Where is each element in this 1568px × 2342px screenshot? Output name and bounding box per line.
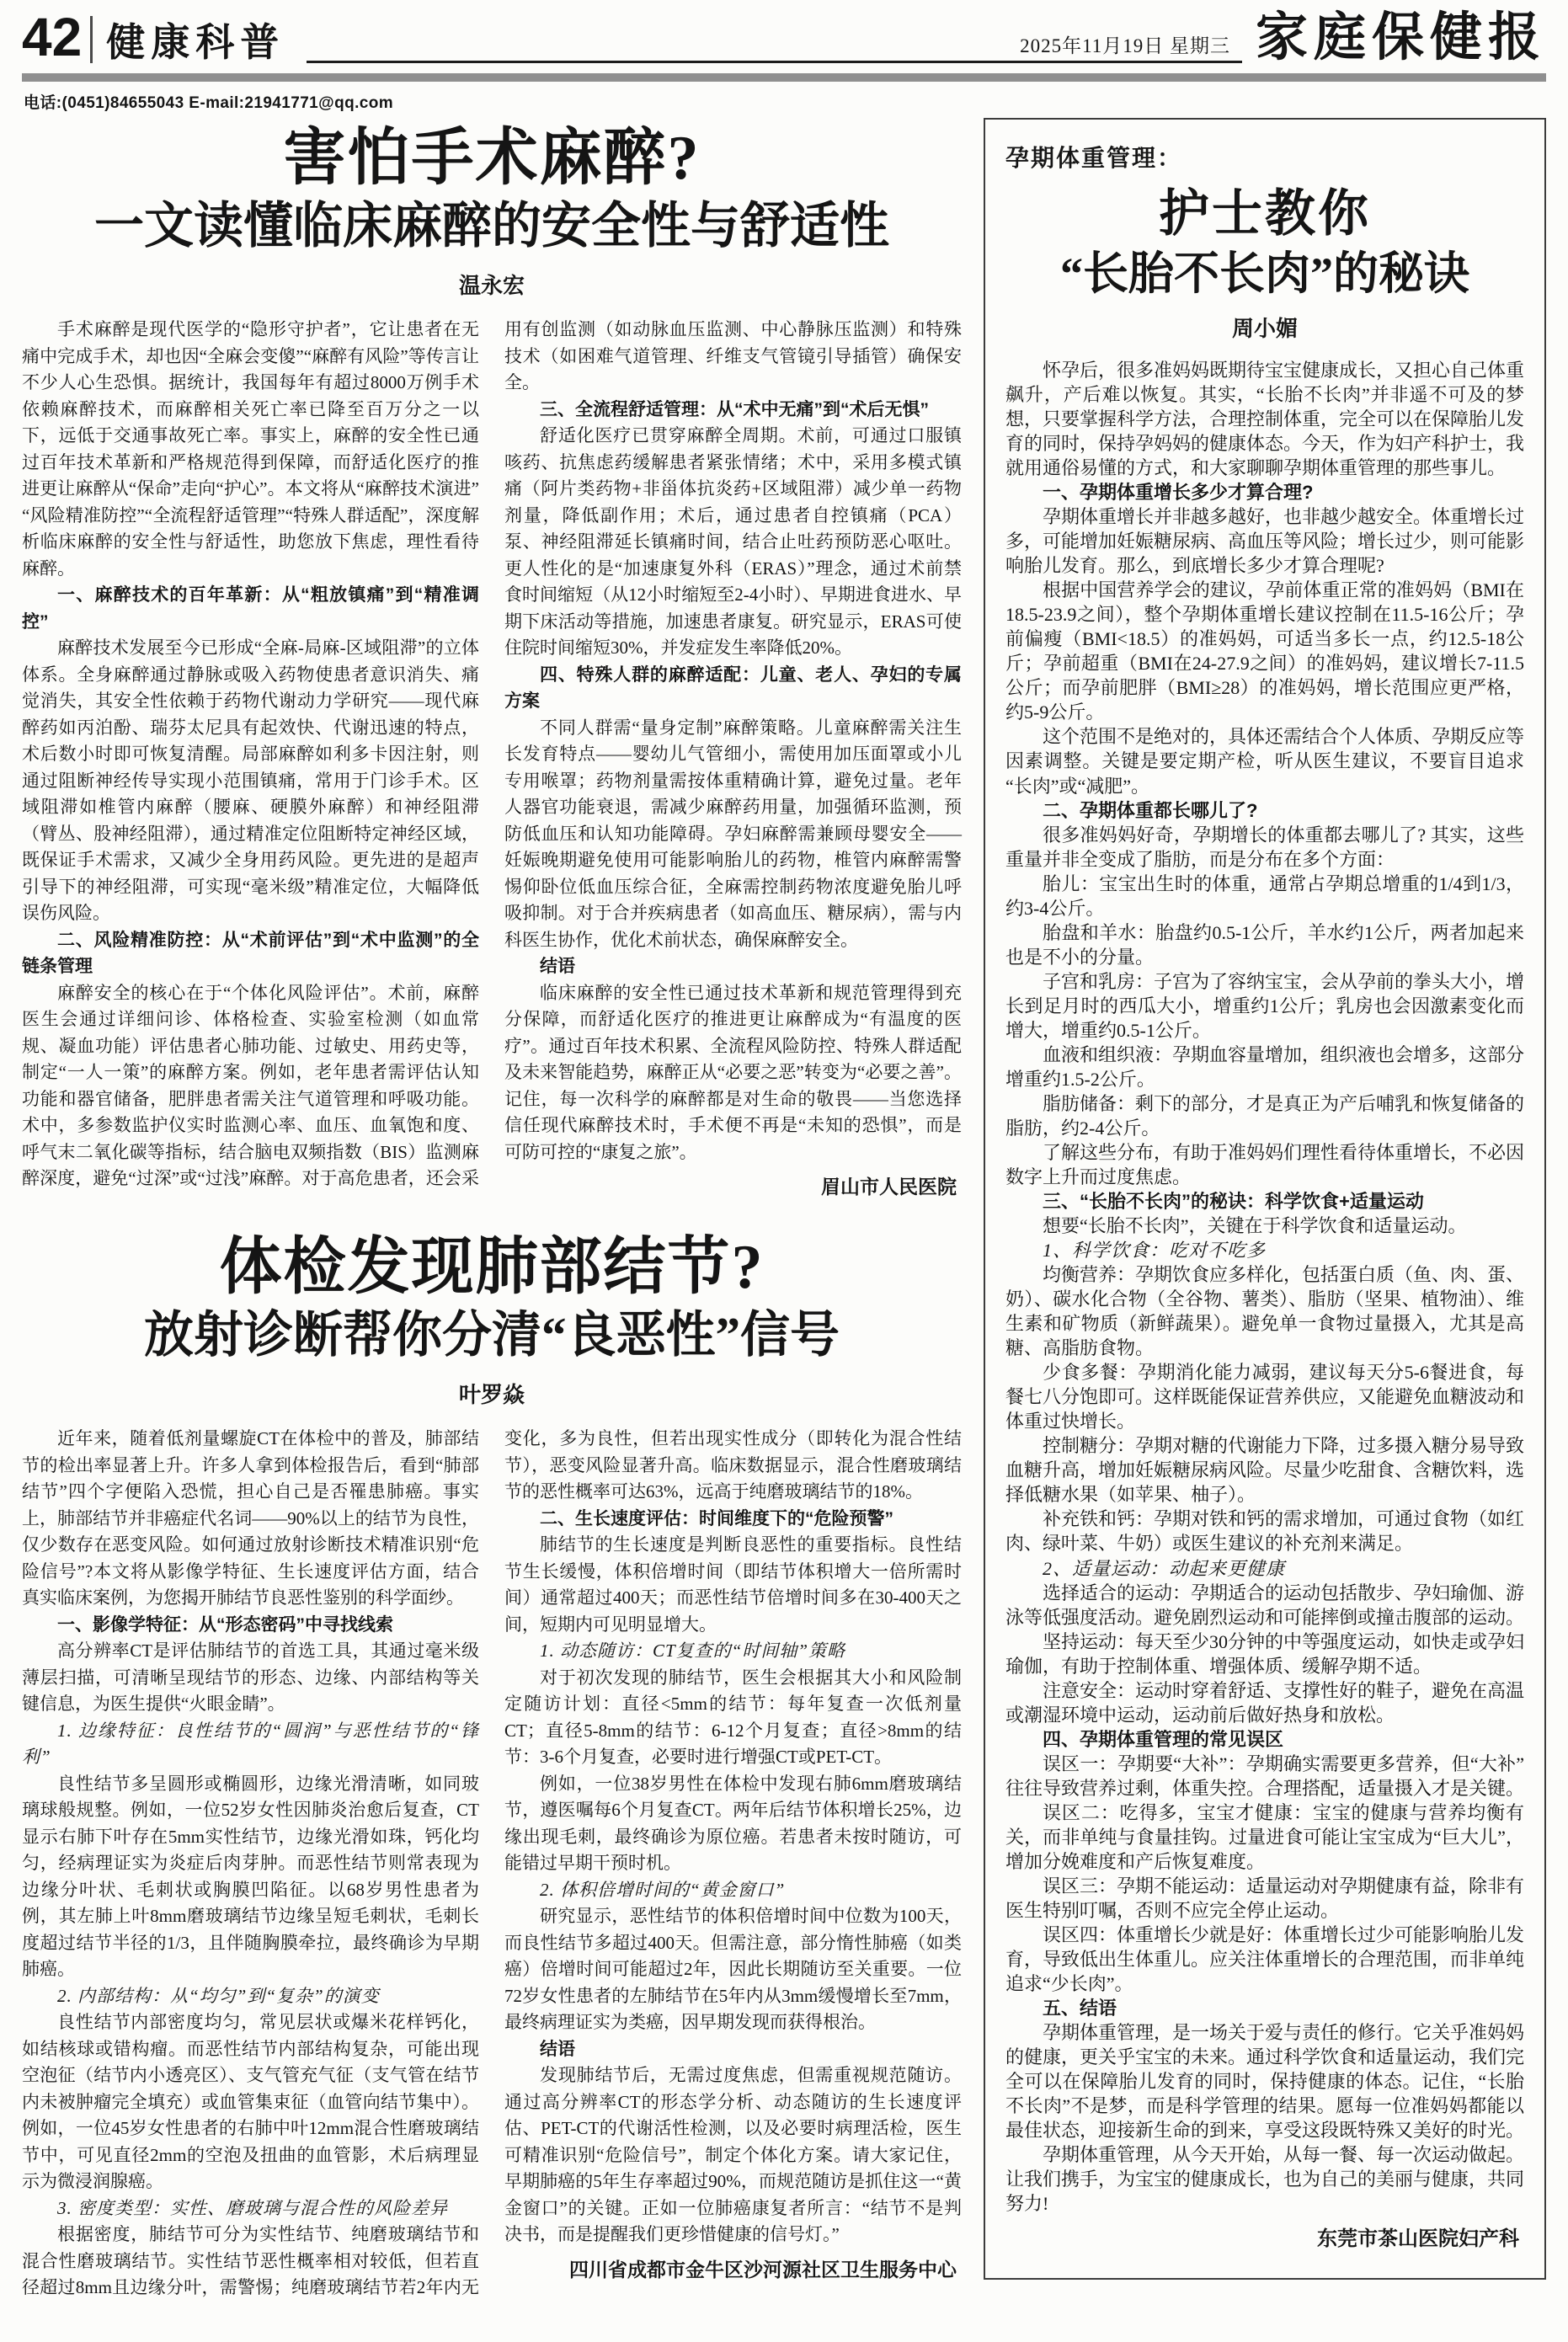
section-heading: 四、特殊人群的麻醉适配：儿童、老人、孕妇的专属方案: [504, 664, 962, 712]
section-heading: 结语: [540, 2039, 575, 2059]
paragraph: 良性结节内部密度均匀，常见层状或爆米花样钙化，如结核球或错构瘤。而恶性结节内部结构复杂，可能出现空泡征（结节内小透亮区）、支气管充气征（支气管在结节内未被肿瘤完全填充）或血管集束征（血管向结节集中）。例如，一位45岁女性患者的右肺中叶12mm混合性磨玻璃结节中，可见直径2mm的空泡及扭曲的血管影，术后病理显示为微浸润腺癌。: [22, 2012, 479, 2192]
paragraph: 麻醉技术发展至今已形成“全麻-局麻-区域阻滞”的立体体系。全身麻醉通过静脉或吸入药物使患者意识消失、痛觉消失，其安全性依赖于药物代谢动力学研究——现代麻醉药如丙泊酚、瑞芬太尼具有起效快、代谢迅速的特点，术后数小时即可恢复清醒。局部麻醉如利多卡因注射，则通过阻断神经传导实现小范围镇痛，常用于门诊手术。区域阻滞如椎管内麻醉（腰麻、硬膜外麻醉）和神经阻滞（臂丛、股神经阻滞），通过精准定位阻断特定神经区域，既保证手术需求，又减少全身用药风险。更先进的是超声引导下的神经阻滞，可实现“毫米级”精准定位，大幅降低误伤风险。: [22, 638, 479, 924]
sub-heading: 2、适量运动：动起来更健康: [1043, 1557, 1286, 1579]
paragraph: 手术麻醉是现代医学的“隐形守护者”，它让患者在无痛中完成手术，却也因“全麻会变傻”“麻醉有风险”等传言让不少人心生恐惧。据统计，我国每年有超过8000万例手术依赖麻醉技术，而麻醉相关死亡率已降至百万分之一以下，远低于交通事故死亡率。事实上，麻醉的安全性已通过百年技术革新和严格规范得到保障，而舒适化医疗的推进更让麻醉从“保命”走向“护心”。本文将从“麻醉技术演进”“风险精准防控”“全流程舒适管理”“特殊人群适配”，深度解析临床麻醉的安全性与舒适性，助您放下焦虑，理性看待麻醉。: [22, 319, 479, 579]
article-author: 叶罗焱: [458, 1383, 525, 1408]
paragraph: 脂肪储备：剩下的部分，才是真正为产后哺乳和恢复储备的脂肪，约2-4公斤。: [1005, 1092, 1525, 1139]
sub-heading: 2. 内部结构：从“均匀”到“复杂”的演变: [57, 1985, 380, 2006]
paragraph: 均衡营养：孕期饮食应多样化，包括蛋白质（鱼、肉、蛋、奶）、碳水化合物（全谷物、薯类）、脂肪（坚果、植物油）、维生素和矿物质（新鲜蔬果）。避免单一食物过量摄入，尤其是高糖、高脂肪食物。: [1005, 1264, 1525, 1359]
article-body: [22, 317, 962, 1202]
paragraph: 孕期体重增长并非越多越好，也非越少越安全。体重增长过多，可能增加妊娠糖尿病、高血压等风险；增长过少，则可能影响胎儿发育。那么，到底增长多少才算合理呢?: [1005, 506, 1525, 577]
section-heading: 五、结语: [1043, 1998, 1117, 2019]
edition-date: 2025年11月19日 星期三: [1020, 35, 1230, 56]
article-title-line2: 放射诊断帮你分清“良恶性”信号: [143, 1306, 840, 1363]
paragraph: 麻醉安全的核心在于“个体化风险评估”。术前，麻醉医生会通过详细问诊、体格检查、实验室检测（如血常规、凝血功能）评估患者心肺功能、过敏史、用药史等，制定“一人一策”的麻醉方案。例如，老年患者需评估认知功能和器官储备，肥胖患者需关注气道管理和呼吸功能。术中，多参数监护仪实时监测心率、血压、血氧饱和度、呼气末二氧化碳等指标，结合脑电双频指数（BIS）监测麻醉深度，避免“过深”或“过浅”麻醉。对于高危患者，还会采用有创监测（如动脉血压监测、中心静脉压监测）和特殊技术（如困难气道管理、纤维支气管镜引导插管）确保安全。: [22, 319, 962, 1189]
paragraph: 临床麻醉的安全性已通过技术革新和规范管理得到充分保障，而舒适化医疗的推进更让麻醉成为“有温度的医疗”。通过百年技术积累、全流程风险防控、特殊人群适配及未来智能趋势，麻醉正从“必要之恶”转变为“必要之善”。记住，每一次科学的麻醉都是对生命的敬畏——当您选择信任现代麻醉技术时，手术便不再是“未知的恐惧”，而是可防可控的“康复之旅”。: [504, 982, 962, 1162]
paragraph: 根据中国营养学会的建议，孕前体重正常的准妈妈（BMI在18.5-23.9之间），整个孕期体重增长建议控制在11.5-16公斤；孕前偏瘦（BMI<18.5）的准妈妈，可适当多长一点，约12.5-18公斤；孕前超重（BMI在24-27.9之间）的准妈妈，建议增长7-11.5公斤；而孕前肥胖（BMI≥28）的准妈妈，增长范围应更严格，约5-9公斤。: [1005, 579, 1524, 723]
paragraph: 很多准妈妈好奇，孕期增长的体重都去哪儿了? 其实，这些重量并非全变成了脂肪，而是分布在多个方面：: [1005, 824, 1524, 870]
paragraph: 良性结节多呈圆形或椭圆形，边缘光滑清晰，如同玻璃球般规整。例如，一位52岁女性因肺炎治愈后复查，CT显示右肺下叶存在5mm实性结节，边缘光滑如珠，钙化均匀，经病理证实为炎症后肉芽肿。而恶性结节则常表现为边缘分叶状、毛刺状或胸膜凹陷征。以68岁男性患者为例，其左肺上叶8mm磨玻璃结节边缘呈短毛刺状，毛刺长度超过结节半径的1/3，且伴随胸膜牵拉，最终确诊为早期肺癌。: [22, 1773, 479, 1980]
section-heading: 三、全流程舒适管理：从“术中无痛”到“术后无惧”: [540, 399, 929, 419]
sub-heading: 2. 体积倍增时间的“黄金窗口”: [540, 1879, 786, 1900]
paragraph: 发现肺结节后，无需过度焦虑，但需重视规范随访。通过高分辨率CT的形态学分析、动态随访的生长速度评估、PET-CT的代谢活性检测，以及必要时病理活检，医生可精准识别“危险信号”，制定个体化方案。请大家记住，早期肺癌的5年生存率超过90%，而规范随访是抓住这一“黄金窗口”的关键。正如一位肺癌康复者所言：“结节不是判决书，而是提醒我们更珍惜健康的信号灯。”: [504, 2065, 962, 2245]
article-body: [22, 1426, 962, 2302]
section-title: 健康科普: [106, 20, 285, 64]
paragraph: 误区三：孕期不能运动：适量运动对孕期健康有益，除非有医生特别叮嘱，否则不应完全停止运动。: [1005, 1875, 1525, 1921]
section-heading: 一、孕期体重增长多少才算合理?: [1043, 482, 1314, 504]
article-title-line1: 体检发现肺部结节?: [219, 1232, 765, 1302]
masthead-row: [22, 7, 1546, 67]
article-anesthesia: [22, 123, 962, 1202]
page-number: 42: [22, 7, 83, 67]
signature-line: 东莞市茶山医院妇产科: [1317, 2227, 1519, 2251]
paragraph: 子宫和乳房：子宫为了容纳宝宝，会从孕前的拳头大小，增长到足月时的西瓜大小，增重约1公斤；乳房也会因激素变化而增大，增重约0.5-1公斤。: [1005, 970, 1525, 1041]
header-rule: [307, 30, 1242, 63]
section-heading: 二、生长速度评估：时间维度下的“危险预警”: [540, 1508, 893, 1528]
header-divider: [90, 16, 93, 63]
article-kicker: 孕期体重管理：: [1005, 145, 1183, 172]
section-heading: 四、孕期体重管理的常见误区: [1043, 1728, 1284, 1750]
paragraph: 误区四：体重增长少就是好：体重增长过少可能影响胎儿发育，导致低出生体重儿。应关注体重增长的合理范围，而非单纯追求“少长肉”。: [1005, 1923, 1525, 1995]
paragraph: 补充铁和钙：孕期对铁和钙的需求增加，可通过食物（如红肉、绿叶菜、牛奶）或医生建议的补充剂来满足。: [1005, 1508, 1525, 1555]
signature-line: 四川省成都市金牛区沙河源社区卫生服务中心: [569, 2258, 957, 2281]
section-heading: 一、麻醉技术的百年革新：从“粗放镇痛”到“精准调控”: [22, 585, 479, 632]
section-heading: 结语: [540, 957, 575, 977]
paragraph: 想要“长胎不长肉”，关键在于科学饮食和适量运动。: [1043, 1215, 1467, 1237]
paragraph: 肺结节的生长速度是判断良恶性的重要指标。良性结节生长缓慢，体积倍增时间（即结节体积增大一倍所需时间）通常超过400天；而恶性结节倍增时间多在30-400天之间，短期内可见明显增大。: [504, 1534, 962, 1635]
paragraph: 对于初次发现的肺结节，医生会根据其大小和风险制定随访计划：直径<5mm的结节：每年复查一次低剂量CT；直径5-8mm的结节：6-12个月复查；直径>8mm的结节：3-6个月复查，必要时进行增强CT或PET-CT。: [504, 1667, 962, 1768]
paragraph: 选择适合的运动：孕期适合的运动包括散步、孕妇瑜伽、游泳等低强度活动。避免剧烈运动和可能摔倒或撞击腹部的运动。: [1005, 1582, 1525, 1628]
section-heading: 三、“长胎不长肉”的秘诀：科学饮食+适量运动: [1043, 1191, 1424, 1213]
paragraph: 胎盘和羊水：胎盘约0.5-1公斤，羊水约1公斤，两者加起来也是不小的分量。: [1005, 921, 1524, 968]
paragraph: 近年来，随着低剂量螺旋CT在体检中的普及，肺部结节的检出率显著上升。许多人拿到体检报告后，看到“肺部结节”四个字便陷入恐慌，担心自己是否罹患肺癌。事实上，肺部结节并非癌症代名词——90%以上的结节为良性，仅少数存在恶变风险。如何通过放射诊断技术精准识别“危险信号”?本文将从影像学特征、生长速度评估方面，结合真实临床案例，为您揭开肺结节良恶性鉴别的科学面纱。: [22, 1428, 479, 1608]
section-heading: 一、影像学特征：从“形态密码”中寻找线索: [57, 1614, 393, 1635]
article-title-line1: 护士教你: [1159, 185, 1371, 242]
paragraph: 怀孕后，很多准妈妈既期待宝宝健康成长，又担心自己体重飙升，产后难以恢复。其实，“长胎不长肉”并非遥不可及的梦想，只要掌握科学方法，合理控制体重，完全可以在保障胎儿发育的同时，保持孕妈妈的健康体态。今天，作为妇产科护士，我就用通俗易懂的方式，和大家聊聊孕期体重管理的那些事儿。: [1005, 359, 1525, 479]
paragraph: 血液和组织液：孕期血容量增加，组织液也会增多，这部分增重约1.5-2公斤。: [1005, 1043, 1525, 1090]
sub-heading: 1、科学饮食：吃对不吃多: [1043, 1240, 1267, 1262]
left-region: [22, 118, 962, 2302]
article-author: 周小媚: [1231, 316, 1298, 341]
article-pregnancy-weight: [984, 118, 1546, 2280]
paragraph: 舒适化医疗已贯穿麻醉全周期。术前，可通过口服镇咳药、抗焦虑药缓解患者紧张情绪；术中，采用多模式镇痛（阿片类药物+非甾体抗炎药+区域阻滞）减少单一药物剂量，降低副作用；术后，通过患者自控镇痛（PCA）泵、神经阻滞延长镇痛时间，结合止吐药预防恶心呕吐。更人性化的是“加速康复外科（ERAS）”理念，通过术前禁食时间缩短（从12小时缩短至2-4小时）、早期进食进水、早期下床活动等措施，加速患者康复。研究显示，ERAS可使住院时间缩短30%，并发症发生率降低20%。: [504, 425, 962, 659]
paragraph: 误区一：孕期要“大补”：孕期确实需要更多营养，但“大补”往往导致营养过剩，体重失控。合理搭配，适量摄入才是关键。: [1005, 1752, 1525, 1799]
article-lung-nodule: [22, 1232, 962, 2302]
page-header: [22, 7, 1546, 113]
paragraph: 例如，一位38岁男性在体检中发现右肺6mm磨玻璃结节，遵医嘱每6个月复查CT。两年后结节体积增长25%，边缘出现毛刺，最终确诊为原位癌。若患者未按时随访，可能错过早期干预时机。: [504, 1773, 962, 1874]
page-body: [22, 118, 1546, 2302]
paragraph: 孕期体重管理，从今天开始，从每一餐、每一次运动做起。让我们携手，为宝宝的健康成长，也为自己的美丽与健康，共同努力!: [1005, 2144, 1525, 2215]
paragraph: 坚持运动：每天至少30分钟的中等强度运动，如快走或孕妇瑜伽，有助于控制体重、增强体质、缓解孕期不适。: [1005, 1630, 1525, 1677]
signature-line: 眉山市人民医院: [821, 1176, 957, 1198]
section-heading: 二、孕期体重都长哪儿了?: [1043, 799, 1258, 821]
article-title-line1: 害怕手术麻醉?: [283, 123, 701, 193]
paragraph: 不同人群需“量身定制”麻醉策略。儿童麻醉需关注生长发育特点——婴幼儿气管细小，需使用加压面罩或小儿专用喉罩；药物剂量需按体重精确计算，避免过量。老年人器官功能衰退，需减少麻醉药用量，加强循环监测，预防低血压和认知功能障碍。孕妇麻醉需兼顾母婴安全——妊娠晚期避免使用可能影响胎儿的药物，椎管内麻醉需警惕仰卧位低血压综合征，全麻需控制药物浓度避免胎儿呼吸抑制。对于合并疾病患者（如高血压、糖尿病），需与内科医生协作，优化术前状态，确保麻醉安全。: [504, 717, 962, 950]
paragraph: 这个范围不是绝对的，具体还需结合个人体质、孕期反应等因素调整。关键是要定期产检，听从医生建议，不要盲目追求“长肉”或“减肥”。: [1005, 726, 1525, 797]
article-title-line2: “长胎不长肉”的秘诀: [1060, 248, 1469, 299]
sub-heading: 1. 动态随访：CT复查的“时间轴”策略: [540, 1640, 846, 1662]
article-body: [1005, 358, 1524, 2253]
paragraph: 控制糖分：孕期对糖的代谢能力下降，过多摄入糖分易导致血糖升高，增加妊娠糖尿病风险。尽量少吃甜食、含糖饮料，选择低糖水果（如苹果、柚子）。: [1005, 1435, 1525, 1506]
sub-heading: 3. 密度类型：实性、磨玻璃与混合性的风险差异: [57, 2197, 448, 2218]
sub-heading: 1. 边缘特征：良性结节的“圆润”与恶性结节的“锋利”: [22, 1720, 479, 1768]
paragraph: 注意安全：运动时穿着舒适、支撑性好的鞋子，避免在高温或潮湿环境中运动，运动前后做好热身和放松。: [1005, 1679, 1525, 1726]
paragraph: 少食多餐：孕期消化能力减弱，建议每天分5-6餐进食，每餐七八分饱即可。这样既能保证营养供应，又能避免血糖波动和体重过快增长。: [1005, 1362, 1525, 1432]
paragraph: 胎儿：宝宝出生时的体重，通常占孕期总增重的1/4到1/3，约3-4公斤。: [1005, 872, 1524, 919]
paragraph: 研究显示，恶性结节的体积倍增时间中位数为100天，而良性结节多超过400天。但需注意，部分惰性肺癌（如类癌）倍增时间可能超过2年，因此长期随访至关重要。一位72岁女性患者的左肺结节在5年内从3mm缓慢增长至7mm，最终病理证实为类癌，因早期发现而获得根治。: [504, 1906, 962, 2033]
masthead: 家庭保健报: [1255, 8, 1546, 67]
paragraph: 了解这些分布，有助于准妈妈们理性看待体重增长，不必因数字上升而过度焦虑。: [1005, 1141, 1525, 1188]
article-title-line2: 一文读懂临床麻醉的安全性与舒适性: [93, 197, 889, 253]
contact-line: 电话:(0451)84655043 E-mail:21941771@qq.com: [24, 93, 394, 112]
paragraph: 误区二：吃得多，宝宝才健康：宝宝的健康与营养均衡有关，而非单纯与食量挂钩。过量进食可能让宝宝成为“巨大儿”，增加分娩难度和产后恢复难度。: [1005, 1801, 1524, 1872]
divider-bar: [22, 73, 1546, 82]
section-heading: 二、风险精准防控：从“术前评估”到“术中监测”的全链条管理: [22, 930, 479, 977]
paragraph: 根据密度，肺结节可分为实性结节、纯磨玻璃结节和混合性磨玻璃结节。实性结节恶性概率相对较低，但若直径超过8mm且边缘分叶，需警惕；纯磨玻璃结节若2年内无变化，多为良性，但若出现实性成分（即转化为混合性结节），恶变风险显著升高。临床数据显示，混合性磨玻璃结节的恶性概率可达63%，远高于纯磨玻璃结节的18%。: [22, 1428, 962, 2298]
paragraph: 高分辨率CT是评估肺结节的首选工具，其通过毫米级薄层扫描，可清晰呈现结节的形态、边缘、内部结构等关键信息，为医生提供“火眼金睛”。: [22, 1640, 479, 1715]
article-author: 温永宏: [458, 274, 525, 299]
paragraph: 孕期体重管理，是一场关于爱与责任的修行。它关乎准妈妈的健康，更关乎宝宝的未来。通过科学饮食和适量运动，我们完全可以在保障胎儿发育的同时，保持健康的体态。记住，“长胎不长肉”不是梦，而是科学管理的结果。愿每一位准妈妈都能以最佳状态，迎接新生命的到来，享受这段既特殊又美好的时光。: [1005, 2022, 1525, 2142]
